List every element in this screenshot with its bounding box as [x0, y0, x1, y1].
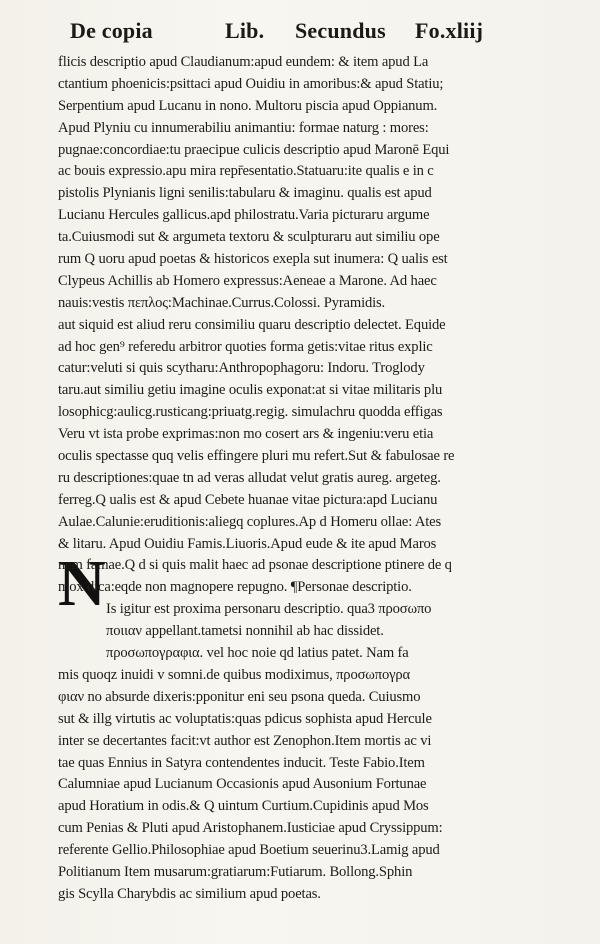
text-line: Veru vt ista probe exprimas:non mo cosert ars & ingeniu:veru etia	[58, 426, 434, 443]
text-line: pistolis Plynianis ligni senilis:tabularu & imaginu. qualis est apud	[58, 185, 432, 202]
text-line: Is igitur est proxima personaru descriptio. qua3 προσωπο	[106, 601, 432, 618]
text-line: cum Penias & Pluti apud Aristophanem.Iusticiae apud Cryssippum:	[58, 820, 443, 837]
text-line: nauis:vestis πεπλος:Machinae.Currus.Colossi. Pyramidis.	[58, 294, 386, 311]
folio-number: Fo.xliij	[415, 18, 484, 43]
text-line: gis Scylla Charybdis ac similium apud poetas.	[58, 885, 321, 902]
text-line: Calumniae apud Lucianum Occasionis apud Ausonium Fortunae	[58, 776, 427, 793]
body-text	[58, 52, 528, 906]
text-line: ctantium phoenicis:psittaci apud Ouidiu in amoribus:& apud Statiu;	[58, 75, 444, 92]
text-line: flicis descriptio apud Claudianum:apud eundem: & item apud La	[58, 54, 429, 70]
text-line: Aulae.Calunie:eruditionis:aliegq coplures.Ap d Homeru ollae: Ates	[58, 513, 441, 530]
text-line: sut & illg virtutis ac voluptatis:quas pdicus sophista apud Hercule	[58, 710, 432, 727]
text-line: ad hoc gen⁹ referedu arbitror quoties forma getis:vitae ritus explic	[58, 338, 433, 355]
text-line: catur:veluti si quis scytharu:Anthropophagoru: Indoru. Troglody	[58, 360, 425, 377]
text-line: Clypeus Achillis ab Homero expressus:Aeneae a Marone. Ad haec	[58, 272, 437, 289]
text-line: aut siquid est aliud reru consimiliu quaru descriptio delectet. Equide	[58, 316, 446, 333]
text-line: Serpentium apud Lucanu in nono. Multoru piscia apud Oppianum.	[58, 97, 438, 114]
header-title: Secundus	[295, 18, 386, 43]
text-line: rum Q uoru apud poetas & historicos exepla sut inumera: Q ualis est	[58, 251, 448, 268]
text-line: ac bouis expressio.apu mira repr̄esentatio.Statuaru:ite qualis e in c	[58, 163, 434, 180]
text-line: προσωπογραφια. vel hoc noie qd latius patet. Nam fa	[106, 645, 409, 662]
text-line: taru.aut similiu getiu imagine oculis exponat:at si vitae militaris plu	[58, 382, 443, 399]
text-line: pugnae:concordiae:tu praecipue culicis descriptio apud Maronē Equi	[58, 141, 450, 158]
header-left: De copia	[70, 18, 153, 43]
text-line: Lucianu Hercules gallicus.apd philostratu.Varia picturaru argume	[58, 207, 430, 224]
text-line: mox dica:eqde non magnopere repugno. ¶Personae descriptio.	[58, 579, 412, 596]
drop-cap-initial: N	[58, 547, 106, 620]
running-header	[60, 18, 530, 48]
text-line: ferreg.Q ualis est & apud Cebete huanae vitae pictura:apd Lucianu	[58, 491, 438, 508]
text-line: apud Horatium in odis.& Q uintum Curtium.Cupidinis apud Mos	[58, 798, 429, 815]
text-line: losophicg:aulicg.rusticang:priuatg.regig. simulachru quodda effigas	[58, 404, 443, 421]
text-line: ta.Cuiusmodi sut & argumeta textoru & sculpturaru aut similiu ope	[58, 229, 440, 246]
text-line: referente Gellio.Philosophiae apud Boetium seuerinu3.Lamig apud	[58, 842, 440, 859]
text-line: Politianum Item musarum:gratiarum:Futiarum. Bollong.Sphin	[58, 863, 413, 880]
text-line: tae quas Ennius in Satyra contendentes inducit. Teste Fabio.Item	[58, 754, 425, 771]
text-line: inter se decertantes facit:vt author est Zenophon.Item mortis ac vi	[58, 732, 432, 749]
text-line: & litaru. Apud Ouidiu Famis.Liuoris.Apud eude & ite apud Maros	[58, 535, 437, 552]
header-book: Lib.	[225, 18, 265, 43]
text-line: nem famae.Q d si quis malit haec ad psonae descriptione ptinere de q	[58, 557, 452, 574]
text-line: φιαν no absurde dixeris:pponitur eni seu psona queda. Cuiusmo	[58, 688, 421, 705]
text-line: ru descriptiones:quae tn ad veras alludat velut gratis aureg. argeteg.	[58, 469, 441, 486]
text-line: oculis spectasse quq velis effingere pluri mu refert.Sut & fabulosae re	[58, 448, 455, 465]
text-line: Apud Plyniu cu innumerabiliu animantiu: formae naturg : mores:	[58, 119, 429, 136]
text-line: mis quoqz inuidi v somni.de quibus modiximus, προσωπογρα	[58, 666, 411, 683]
text-line: ποιιαν appellant.tametsi nonnihil ab hac dissidet.	[106, 623, 384, 640]
